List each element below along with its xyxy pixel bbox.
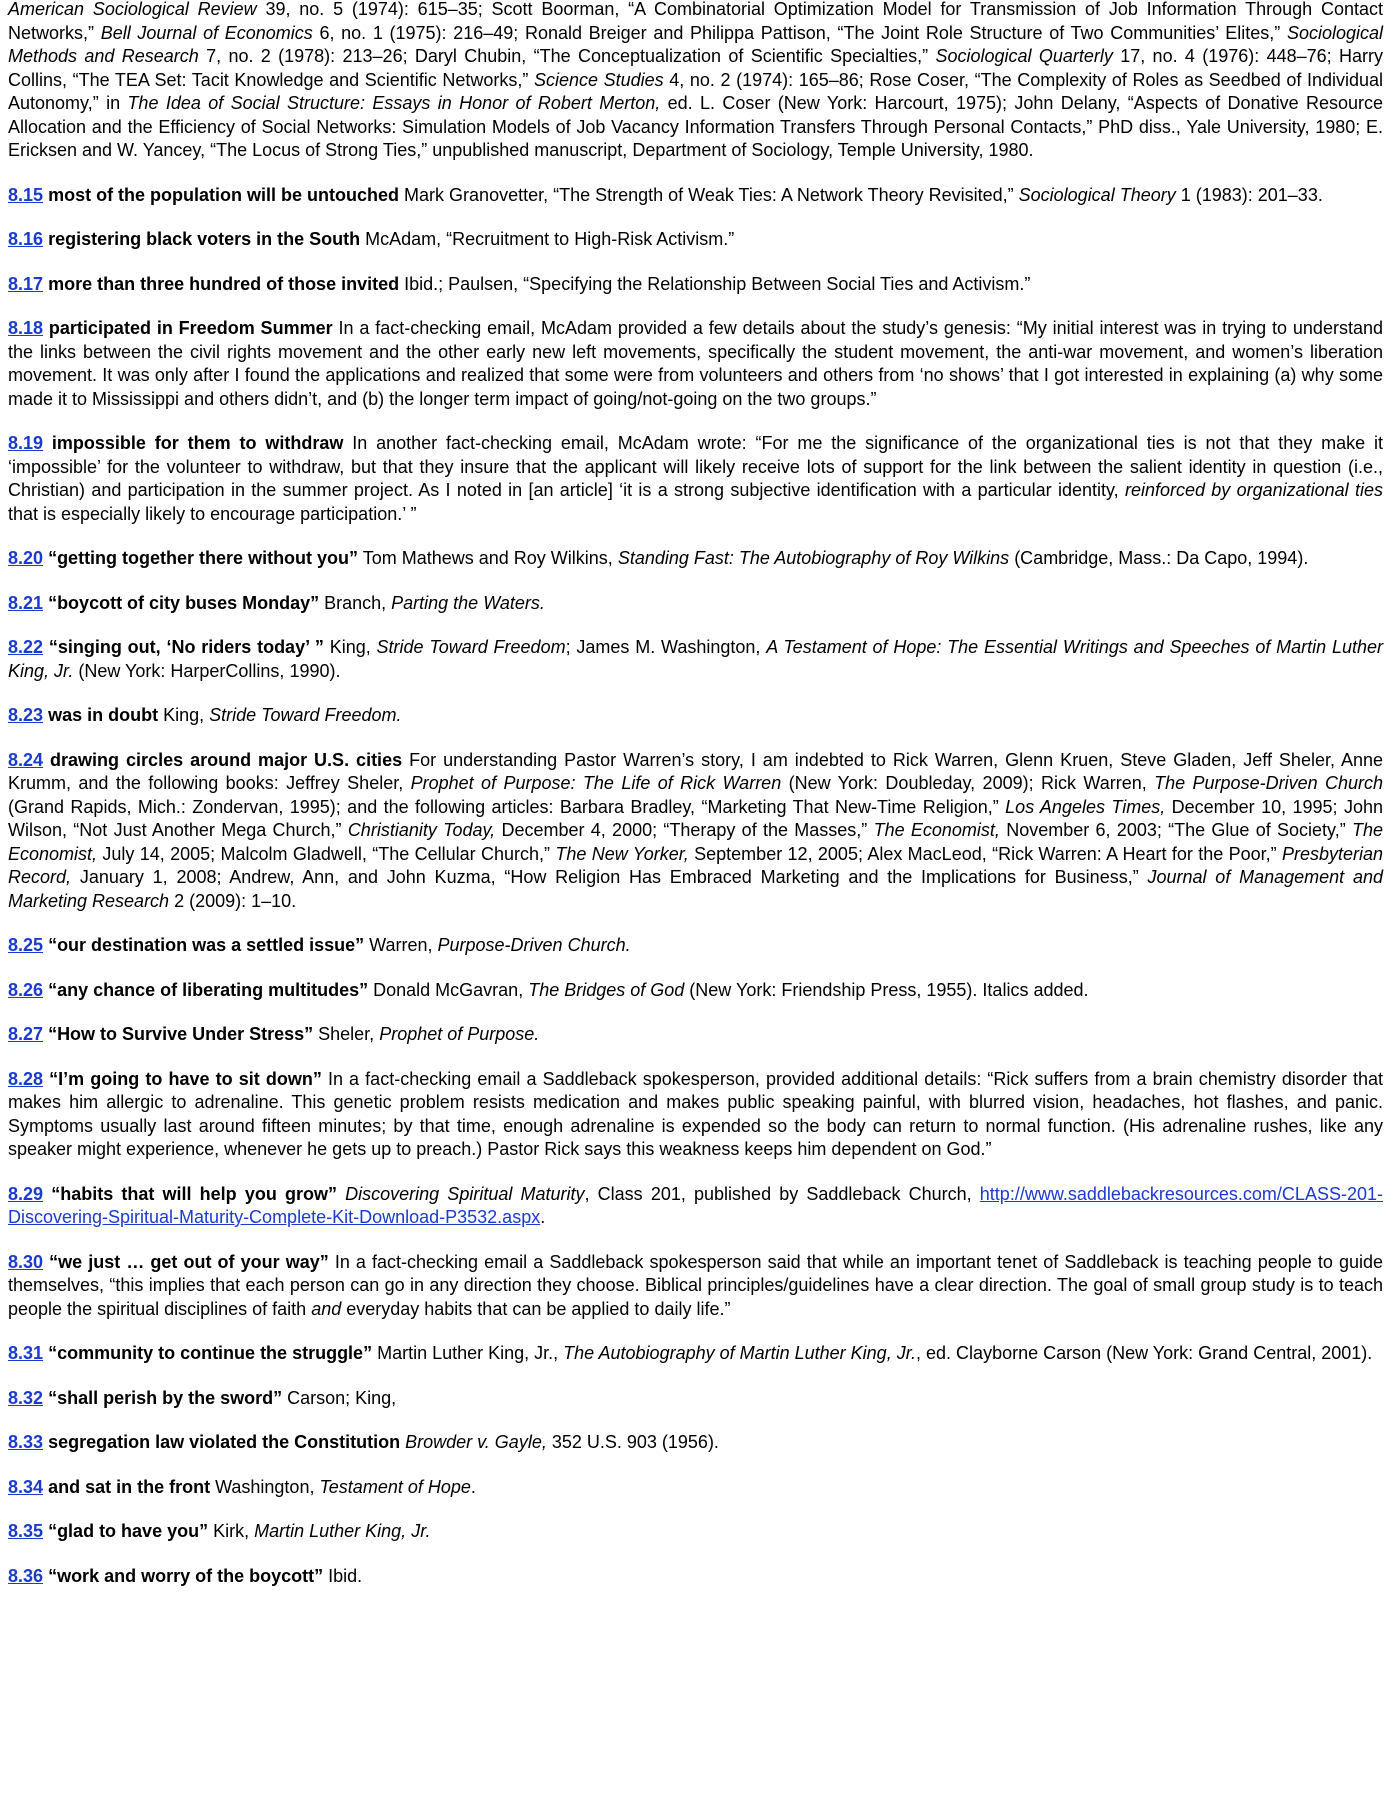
endnote-ref-link[interactable]: 8.21 xyxy=(8,592,44,613)
citation-text: Washington, xyxy=(210,1476,320,1497)
citation-text: November 6, 2003; “The Glue of Society,” xyxy=(999,820,1352,840)
citation-text: 2 (2009): 1–10. xyxy=(169,890,297,911)
citation-text: In a fact-checking email a Saddleback spokesperson said that while an important tenet of Saddleback is teaching people to guide themselves, “this implies that each person can go in any direction they choose. Biblical principles/guidelines have a clear direction. The goal of small group study is to teach people the spiritual disciplines of faith xyxy=(8,1251,1383,1319)
paragraph-gap xyxy=(8,163,1383,184)
citation-text: King, xyxy=(323,637,377,657)
endnote-ref-link[interactable]: 8.26 xyxy=(8,979,44,1000)
italic-title-text: Prophet of Purpose: The Life of Rick Warren xyxy=(410,773,782,793)
citation-text: In a fact-checking email, McAdam provided a few details about the study’s genesis: “My initial interest was in trying to understand the links between the civil rights movement and the other early new left movements, specifically the student movement, the anti-war movement, and women’s liberation movement. It was only after I found the applications and realized that some were from volunteers and others from ‘no shows’ that I got interested in explaining (a) why some made it to Mississippi and others didn’t, and (b) the longer term impact of going/not-going on the two groups.” xyxy=(8,318,1383,409)
italic-title-text: Journal of Management and Marketing Research xyxy=(8,867,1383,911)
endnote-ref-link[interactable]: 8.22 xyxy=(8,637,44,657)
italic-title-text: and xyxy=(311,1298,342,1319)
endnote-heading: “How to Survive Under Stress” xyxy=(48,1024,314,1044)
endnote-8-32 xyxy=(8,1387,1383,1411)
endnote-8-25 xyxy=(8,934,1383,958)
italic-title-text: Presbyterian Record, xyxy=(8,843,1383,887)
endnote-8-33 xyxy=(8,1431,1383,1455)
citation-text: 6, no. 1 (1975): 216–49; Ronald Breiger and Philippa Pattison, “The Joint Role Structure of Two Communities’ Elites,” xyxy=(312,22,1287,43)
citation-text: January 1, 2008; Andrew, Ann, and John Kuzma, “How Religion Has Embraced Marketing and the Implications for Business,” xyxy=(71,867,1148,887)
endnote-heading: “work and worry of the boycott” xyxy=(48,1565,324,1586)
italic-title-text: The Economist, xyxy=(873,820,1000,840)
citation-text: Warren, xyxy=(364,935,438,955)
citation-text: that is especially likely to encourage participation.’ ” xyxy=(8,503,417,524)
citation-text: December 4, 2000; “Therapy of the Masses,” xyxy=(495,820,874,840)
endnote-ref-link[interactable]: 8.33 xyxy=(8,1432,44,1452)
endnote-ref-link[interactable]: 8.31 xyxy=(8,1343,44,1363)
citation-text: Ibid. xyxy=(323,1565,363,1586)
endnote-ref-link[interactable]: 8.15 xyxy=(8,184,44,205)
italic-title-text: Parting the Waters. xyxy=(391,592,545,613)
citation-text: Sheler, xyxy=(313,1024,380,1044)
italic-title-text: Sociological Theory xyxy=(1018,184,1176,205)
italic-title-text: The Idea of Social Structure: Essays in Honor of Robert Merton, xyxy=(127,93,661,113)
endnote-heading: impossible for them to withdraw xyxy=(51,433,344,453)
citation-text: King, xyxy=(158,705,210,725)
endnote-ref-link[interactable]: 8.28 xyxy=(8,1068,44,1089)
endnote-8-31 xyxy=(8,1342,1383,1366)
citation-text: (Grand Rapids, Mich.: Zondervan, 1995); and the following articles: Barbara Bradley, “Marketing That New-Time Religion,” xyxy=(8,796,1006,817)
endnote-8-19 xyxy=(8,432,1383,526)
citation-text: . xyxy=(540,1207,546,1227)
italic-title-text: Los Angeles Times, xyxy=(1005,796,1166,817)
italic-title-text: Standing Fast: The Autobiography of Roy Wilkins xyxy=(617,548,1010,568)
endnote-heading: drawing circles around major U.S. cities xyxy=(50,749,403,770)
endnote-ref-link[interactable]: 8.16 xyxy=(8,229,44,249)
citation-text: Tom Mathews and Roy Wilkins, xyxy=(358,548,618,568)
endnote-8-26 xyxy=(8,979,1383,1003)
endnote-heading: “community to continue the struggle” xyxy=(48,1343,373,1363)
endnote-8-23 xyxy=(8,704,1383,728)
endnote-ref-link[interactable]: 8.19 xyxy=(8,433,44,453)
italic-title-text: Discovering Spiritual Maturity xyxy=(345,1183,585,1204)
citation-text: July 14, 2005; Malcolm Gladwell, “The Cellular Church,” xyxy=(97,843,556,864)
endnote-ref-link[interactable]: 8.17 xyxy=(8,273,44,294)
citation-text: Kirk, xyxy=(208,1521,255,1541)
endnote-heading: “any chance of liberating multitudes” xyxy=(48,979,369,1000)
endnotes-list xyxy=(8,184,1383,1589)
endnote-heading: “our destination was a settled issue” xyxy=(48,935,365,955)
italic-title-text: The Economist, xyxy=(8,820,1384,864)
citation-text: December 10, 1995; John Wilson, “Not Just Another Mega Church,” xyxy=(8,796,1383,840)
italic-title-text: Purpose-Driven Church. xyxy=(437,935,631,955)
endnote-heading: “shall perish by the sword” xyxy=(48,1387,283,1408)
citation-text: 1 (1983): 201–33. xyxy=(1175,184,1323,205)
citation-text: (New York: Doubleday, 2009); Rick Warren, xyxy=(781,773,1155,793)
italic-title-text: Browder v. Gayle, xyxy=(405,1432,547,1452)
resource-url-link[interactable]: http://www.saddlebackresources.com/CLASS-201-Discovering-Spiritual-Maturity-Complete-Kit-Download-P3532.aspx xyxy=(8,1183,1383,1227)
italic-title-text: Sociological Methods and Research xyxy=(8,22,1384,66)
citation-text: September 12, 2005; Alex MacLeod, “Rick Warren: A Heart for the Poor,” xyxy=(688,843,1282,864)
endnote-heading: “habits that will help you grow” xyxy=(51,1183,337,1204)
citation-text: Ibid.; Paulsen, “Specifying the Relationship Between Social Ties and Activism.” xyxy=(399,273,1031,294)
citation-text: (Cambridge, Mass.: Da Capo, 1994). xyxy=(1009,548,1309,568)
endnote-8-30 xyxy=(8,1251,1383,1322)
italic-title-text: Bell Journal of Economics xyxy=(100,22,313,43)
endnote-8-17 xyxy=(8,273,1383,297)
italic-title-text: Stride Toward Freedom xyxy=(376,637,566,657)
citation-text: (New York: HarperCollins, 1990). xyxy=(73,660,341,681)
citation-text: 39, no. 5 (1974): 615–35; Scott Boorman, “A Combinatorial Optimization Model for Transmission of Job Information Through Contact Networks,” xyxy=(8,0,1383,43)
italic-title-text: The Purpose-Driven Church xyxy=(1154,773,1384,793)
italic-title-text: Stride Toward Freedom. xyxy=(209,705,402,725)
endnote-ref-link[interactable]: 8.20 xyxy=(8,548,44,568)
endnote-8-16 xyxy=(8,228,1383,252)
endnote-ref-link[interactable]: 8.34 xyxy=(8,1476,44,1497)
endnote-heading: “boycott of city buses Monday” xyxy=(48,592,320,613)
endnote-heading: “we just … get out of your way” xyxy=(49,1251,329,1272)
citation-text: 352 U.S. 903 (1956). xyxy=(546,1432,719,1452)
endnote-8-24 xyxy=(8,749,1383,914)
endnote-ref-link[interactable]: 8.30 xyxy=(8,1251,44,1272)
endnote-8-27 xyxy=(8,1023,1383,1047)
citation-text: ; James M. Washington, xyxy=(565,637,767,657)
italic-title-text: Science Studies xyxy=(533,69,664,90)
endnote-8-20 xyxy=(8,547,1383,571)
citation-text: 4, no. 2 (1974): 165–86; Rose Coser, “The Complexity of Roles as Seedbed of Individual Autonomy,” in xyxy=(8,69,1384,113)
endnote-heading: more than three hundred of those invited xyxy=(48,273,400,294)
endnote-heading: segregation law violated the Constitution xyxy=(48,1432,401,1452)
italic-title-text: Testament of Hope xyxy=(319,1476,471,1497)
italic-title-text: reinforced by organizational ties xyxy=(1124,480,1383,500)
citation-text: (New York: Friendship Press, 1955). Italics added. xyxy=(684,979,1089,1000)
endnote-heading: most of the population will be untouched xyxy=(48,184,400,205)
citation-text: 17, no. 4 (1976): 448–76; Harry Collins, “The TEA Set: Tacit Knowledge and Scientific Networks,” xyxy=(8,46,1384,90)
citation-text: Mark Granovetter, “The Strength of Weak Ties: A Network Theory Revisited,” xyxy=(399,184,1019,205)
citation-text: . xyxy=(470,1476,476,1497)
citation-text: Branch, xyxy=(319,592,392,613)
citation-text: Donald McGavran, xyxy=(368,979,529,1000)
citation-text: Martin Luther King, Jr., xyxy=(372,1343,564,1363)
endnote-8-29 xyxy=(8,1183,1383,1230)
citation-text: For understanding Pastor Warren’s story, I am indebted to Rick Warren, Glenn Kruen, Steve Gladen, Jeff Sheler, Anne Krumm, and the following books: Jeffrey Sheler, xyxy=(8,749,1383,793)
endnote-heading: participated in Freedom Summer xyxy=(48,318,333,338)
endnote-heading: was in doubt xyxy=(48,705,159,725)
endnote-heading: “singing out, ‘No riders today’ ” xyxy=(48,637,324,657)
endnote-heading: “getting together there without you” xyxy=(48,548,359,568)
citation-text: , ed. Clayborne Carson (New York: Grand Central, 2001). xyxy=(916,1343,1373,1363)
endnote-heading: registering black voters in the South xyxy=(48,229,361,249)
endnote-ref-link[interactable]: 8.18 xyxy=(8,318,44,338)
endnote-heading: “glad to have you” xyxy=(48,1521,209,1541)
citation-text: In a fact-checking email a Saddleback spokesperson, provided additional details: “Rick suffers from a brain chemistry disorder that makes him allergic to adrenaline. This genetic problem resists medication and makes public speaking painful, with blurred vision, headaches, hot flashes, and panic. Symptoms usually last around fifteen minutes; by that time, enough adrenaline is expended so the body can return to normal function. (His adrenaline rushes, like any speaker might experience, whenever he gets up to preach.) Pastor Rick says this weakness keeps him dependent on God.” xyxy=(8,1068,1383,1159)
continued-citation-paragraph xyxy=(8,0,1383,163)
citation-text: ed. L. Coser (New York: Harcourt, 1975); John Delany, “Aspects of Donative Resource Allocation and the Efficiency of Social Networks: Simulation Models of Job Vacancy Information Transfers Through Personal Contacts,” PhD diss., Yale University, 1980; E. Ericksen and W. Yancey, “The Locus of Strong Ties,” unpublished manuscript, Department of Sociology, Temple University, 1980. xyxy=(8,93,1383,160)
endnote-ref-link[interactable]: 8.24 xyxy=(8,749,44,770)
endnote-ref-link[interactable]: 8.32 xyxy=(8,1387,44,1408)
endnote-ref-link[interactable]: 8.36 xyxy=(8,1565,44,1586)
citation-text xyxy=(337,1184,345,1204)
italic-title-text: The Bridges of God xyxy=(528,979,685,1000)
citation-text: In another fact-checking email, McAdam wrote: “For me the significance of the organizational ties is not that they make it ‘impossible’ for the volunteer to withdraw, but that they insure that the applicant will likely receive lots of support for the link between the salient identity in question (i.e., Christian) and participation in the summer project. As I noted in [an article] ‘it is a strong subjective identification with a particular identity, xyxy=(8,433,1383,500)
italic-title-text: The New Yorker, xyxy=(555,843,689,864)
italic-title-text: A Testament of Hope: The Essential Writings and Speeches of Martin Luther King, Jr. xyxy=(8,637,1384,681)
endnote-ref-link[interactable]: 8.25 xyxy=(8,935,44,955)
italic-title-text: Martin Luther King, Jr. xyxy=(254,1521,431,1541)
endnote-ref-link[interactable]: 8.27 xyxy=(8,1024,44,1044)
endnote-8-35 xyxy=(8,1520,1383,1544)
endnote-8-28 xyxy=(8,1068,1383,1162)
endnote-8-36 xyxy=(8,1565,1383,1589)
italic-title-text: The Autobiography of Martin Luther King, Jr. xyxy=(563,1343,917,1363)
citation-text: , Class 201, published by Saddleback Church, xyxy=(584,1183,980,1204)
endnote-ref-link[interactable]: 8.35 xyxy=(8,1521,44,1541)
citation-text: McAdam, “Recruitment to High-Risk Activism.” xyxy=(360,229,735,249)
endnote-8-18 xyxy=(8,317,1383,411)
citation-text: Carson; King, xyxy=(282,1387,397,1408)
italic-title-text: Sociological Quarterly xyxy=(935,46,1113,66)
italic-title-text: Christianity Today, xyxy=(347,820,496,840)
italic-title-text: Prophet of Purpose. xyxy=(379,1024,540,1044)
endnote-8-34 xyxy=(8,1476,1383,1500)
citation-text: everyday habits that can be applied to daily life.” xyxy=(341,1298,731,1319)
italic-title-text: American Sociological Review xyxy=(8,0,257,19)
citation-text: 7, no. 2 (1978): 213–26; Daryl Chubin, “The Conceptualization of Scientific Specialties,” xyxy=(198,46,936,66)
endnote-ref-link[interactable]: 8.29 xyxy=(8,1183,44,1204)
endnote-8-22 xyxy=(8,636,1383,683)
endnote-8-15 xyxy=(8,184,1383,208)
endnote-heading: and sat in the front xyxy=(48,1476,211,1497)
endnote-ref-link[interactable]: 8.23 xyxy=(8,705,44,725)
endnote-8-21 xyxy=(8,592,1383,616)
endnote-heading: “I’m going to have to sit down” xyxy=(49,1068,322,1089)
